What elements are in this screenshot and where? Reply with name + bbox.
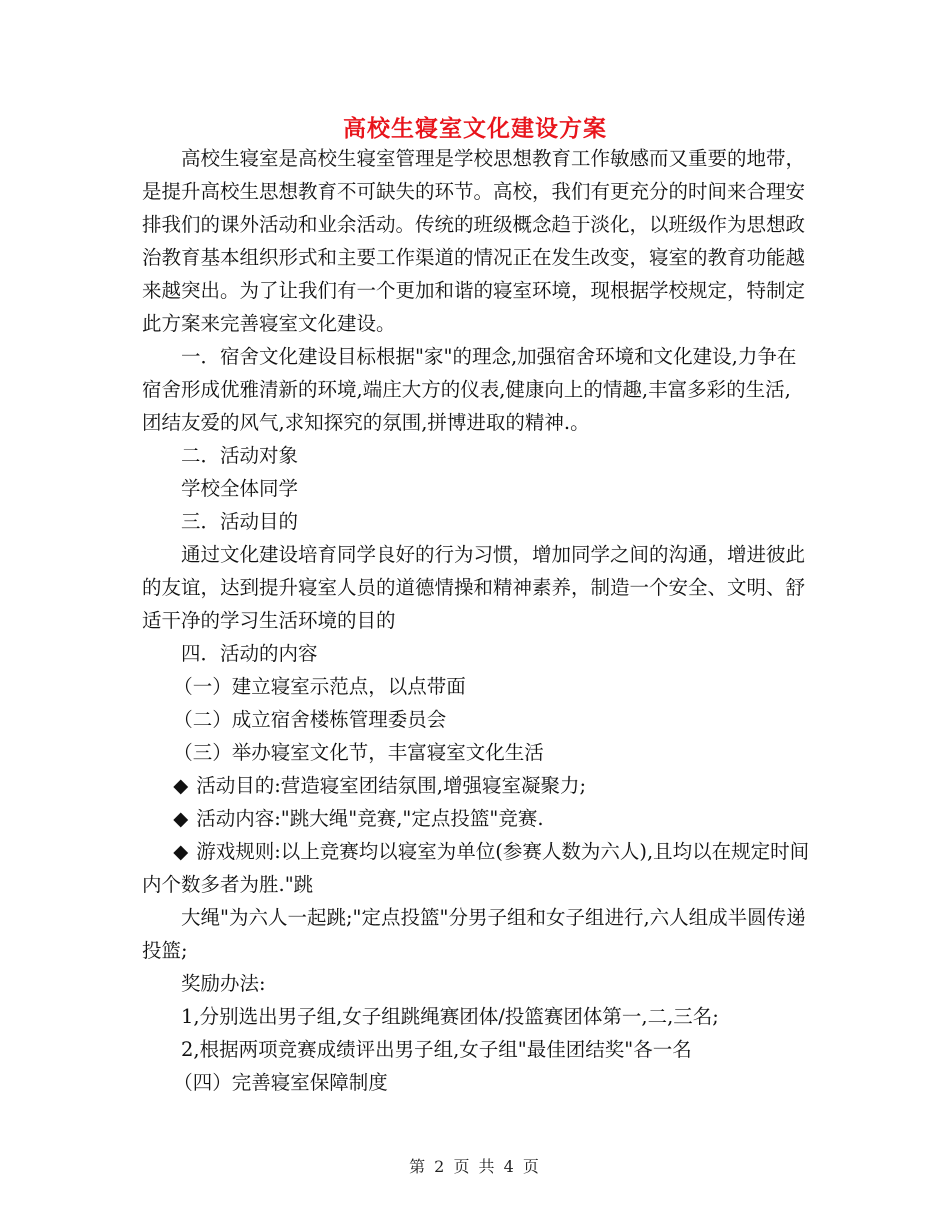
paragraph-purpose: 通过文化建设培育同学良好的行为习惯，增加同学之间的沟通，增进彼此的友谊，达到提升寝室人员的道德情操和精神素养，制造一个安全、文明、舒适干净的学习生活环境的目的 — [142, 543, 806, 632]
award-item-2: 2,根据两项竞赛成绩评出男子组,女子组"最佳团结奖"各一名 — [181, 1038, 692, 1061]
subheading-4: （四）完善寝室保障制度 — [173, 1071, 388, 1094]
heading-section-2: 二．活动对象 — [181, 444, 299, 467]
paragraph-section-1: 一．宿舍文化建设目标根据"家"的理念,加强宿舍环境和文化建设,力争在宿舍形成优雅清新的环境,端庄大方的仪表,健康向上的情趣,丰富多彩的生活,团结友爱的风气,求知探究的氛围,拼博进取的精神.。 — [142, 345, 797, 434]
heading-section-3: 三．活动目的 — [181, 510, 299, 533]
document-body — [142, 142, 810, 1099]
page-footer: 第 2 页 共 4 页 — [409, 1157, 541, 1176]
paragraph-target: 学校全体同学 — [181, 477, 299, 500]
diamond-bullet-icon: ◆ — [173, 807, 189, 830]
paragraph-rules-cont: 大绳"为六人一起跳;"定点投篮"分男子组和女子组进行,六人组成半圆传递投篮; — [142, 906, 806, 962]
diamond-bullet-icon: ◆ — [173, 774, 189, 797]
diamond-bullet-icon: ◆ — [173, 840, 189, 863]
bullet-item-content — [142, 802, 810, 835]
bullet-item-purpose — [142, 769, 810, 802]
heading-section-4: 四．活动的内容 — [181, 642, 318, 665]
bullet-text: 活动内容:"跳大绳"竞赛,"定点投篮"竞赛. — [196, 807, 544, 830]
heading-awards: 奖励办法: — [181, 972, 266, 995]
bullet-text: 活动目的:营造寝室团结氛围,增强寝室凝聚力; — [196, 774, 587, 797]
subheading-1: （一）建立寝室示范点，以点带面 — [173, 675, 466, 698]
subheading-3: （三）举办寝室文化节，丰富寝室文化生活 — [173, 741, 544, 764]
bullet-item-rules — [142, 835, 810, 901]
award-item-1: 1,分别选出男子组,女子组跳绳赛团体/投篮赛团体第一,二,三名; — [181, 1005, 719, 1028]
bullet-text: 游戏规则:以上竞赛均以寝室为单位(参赛人数为六人),且均以在规定时间内个数多者为胜."跳 — [142, 840, 810, 896]
paragraph-intro: 高校生寝室是高校生寝室管理是学校思想教育工作敏感而又重要的地带，是提升高校生思想教育不可缺失的环节。高校，我们有更充分的时间来合理安排我们的课外活动和业余活动。传统的班级概念趋于淡化，以班级作为思想政治教育基本组织形式和主要工作渠道的情况正在发生改变，寝室的教育功能越来越突出。为了让我们有一个更加和谐的寝室环境，现根据学校规定，特制定此方案来完善寝室文化建设。 — [142, 147, 806, 335]
document-title: 高校生寝室文化建设方案 — [343, 115, 607, 142]
subheading-2: （二）成立宿舍楼栋管理委员会 — [173, 708, 447, 731]
